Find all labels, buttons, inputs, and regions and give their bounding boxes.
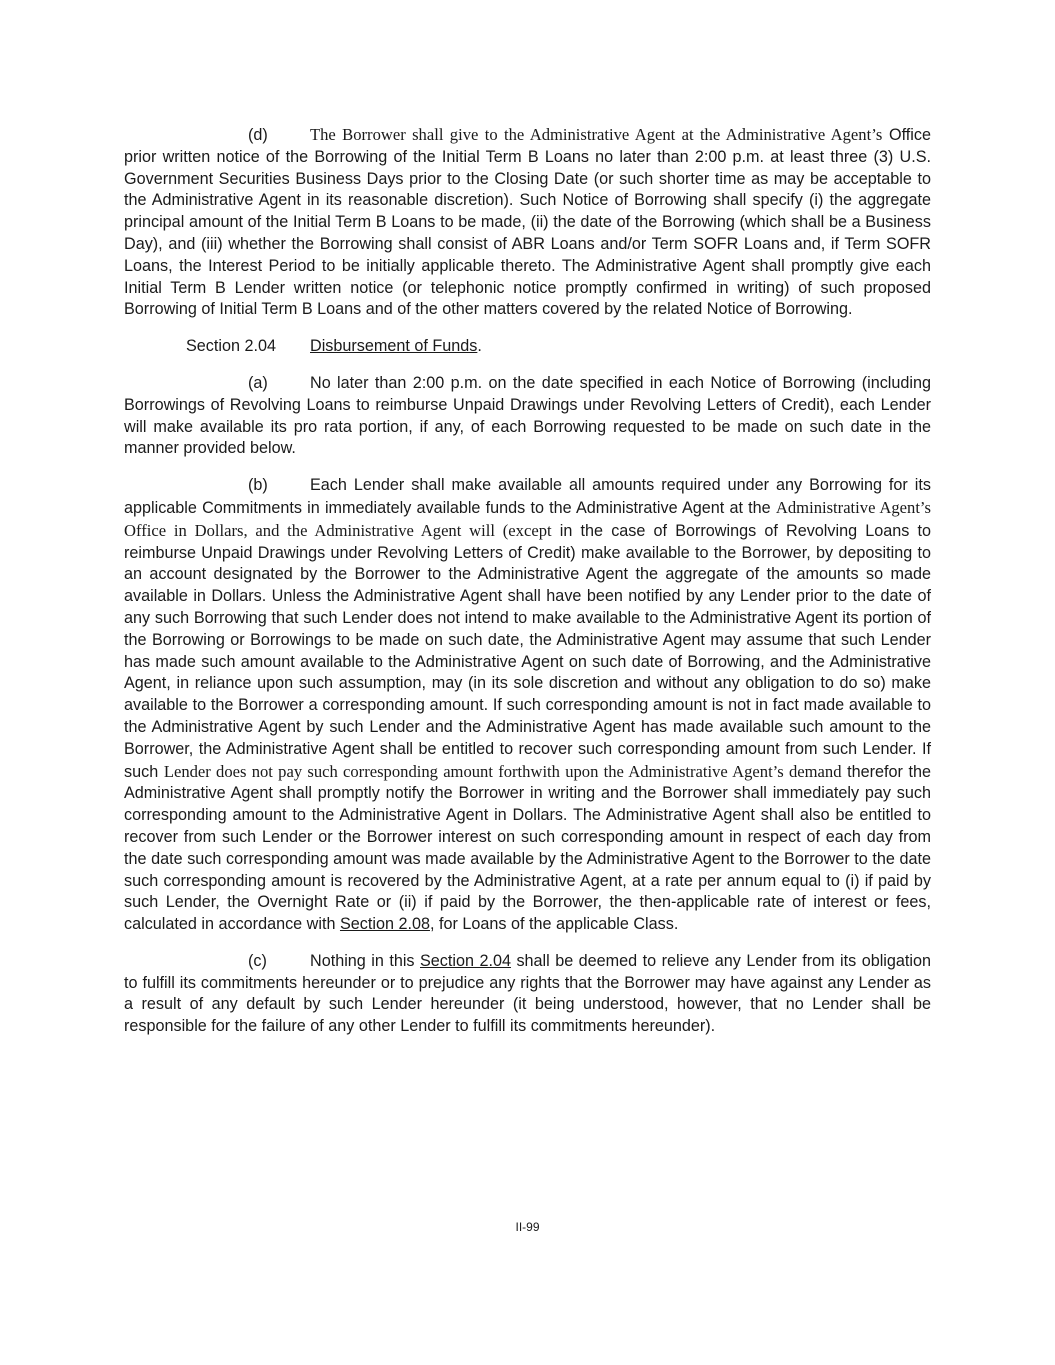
page-number: II-99 xyxy=(515,1220,540,1234)
paragraph-c xyxy=(124,951,931,1038)
section-2-08-link[interactable]: Section 2.08 xyxy=(339,915,430,934)
paragraph-b-serif-text-1: Administrative Agent’s Office in Dollars, and the Administrative Agent will (except xyxy=(124,497,932,540)
paragraph-b-text-2: in the case of Borrowings of Revolving Loans to reimburse Unpaid Drawings under Revolving Letters of Credit) make available to the Borrower, by depositing to an account designated by the Borrower to the Administrative Agent the aggregate of the amounts so made available in Dollars. Unless the Administrative Agent shall have been notified by any Lender prior to the date of any such Borrowing that such Lender does not intend to make available to the Administrative Agent its portion of the Borrowing or Borrowings to be made on such date, the Administrative Agent may assume that such Lender has made such amount available to the Administrative Agent on such date of Borrowing, and the Administrative Agent, in reliance upon such assumption, may (in its sole discretion and without any obligation to do so) make available to the Borrower a corresponding amount. If such corresponding amount is not in fact made available to the Administrative Agent by such Lender and the Administrative Agent has made available such amount to the Borrower, the Administrative Agent shall be entitled to recover such corresponding amount from such Lender. If such xyxy=(124,521,932,781)
document-page xyxy=(124,124,931,1053)
paragraph-d-serif-text: The Borrower shall give to the Administrative Agent at the Administrative Agent’s xyxy=(310,125,883,144)
section-2-04-link[interactable]: Section 2.04 xyxy=(420,951,511,970)
section-title: Disbursement of Funds xyxy=(310,337,478,356)
paragraph-b-serif-text-2: Lender does not pay such corresponding amount forthwith upon the Administrative Agent’s demand xyxy=(163,761,842,781)
paragraph-c-text-pre: Nothing in this xyxy=(310,951,415,970)
paragraph-d xyxy=(124,124,931,321)
paragraph-c-label: (c) xyxy=(248,951,267,970)
section-number: Section 2.04 xyxy=(186,337,276,356)
paragraph-b-text-3: therefor the Administrative Agent shall promptly notify the Borrower in writing and the Borrower shall immediately pay such corresponding amount to the Administrative Agent in Dollars. The Administrative Agent shall also be entitled to recover from such Lender or the Borrower interest on such corresponding amount in respect of each day from the date such corresponding amount was made available by the Administrative Agent to the Borrower to the date such corresponding amount is recovered by the Administrative Agent, at a rate per annum equal to (i) if paid by such Lender, the Overnight Rate or (ii) if paid by the Borrower, the then-applicable rate of interest or fees, calculated in accordance with xyxy=(124,762,932,934)
section-title-punct: . xyxy=(477,337,482,356)
paragraph-b-text-1: Each Lender shall make available all amounts required under any Borrowing for its applicable Commitments in immediately available funds to the Administrative Agent at the xyxy=(124,476,931,517)
paragraph-a-text: No later than 2:00 p.m. on the date specified in each Notice of Borrowing (including Borrowings of Revolving Loans to reimburse Unpaid Drawings under Revolving Letters of Credit), each Lender will make available its pro rata portion, if any, of each Borrowing requested to be made on such date in the manner provided below. xyxy=(124,373,931,458)
paragraph-b-text-4: , for Loans of the applicable Class. xyxy=(429,915,679,934)
paragraph-d-text: Office prior written notice of the Borrowing of the Initial Term B Loans no later than 2:00 p.m. at least three (3) U.S. Government Securities Business Days prior to the Closing Date (or such shorter time as may be acceptable to the Administrative Agent in its reasonable discretion). Such Notice of Borrowing shall specify (i) the aggregate principal amount of the Initial Term B Loans to be made, (ii) the date of the Borrowing (which shall be a Business Day), and (iii) whether the Borrowing shall consist of ABR Loans and/or Term SOFR Loans and, if Term SOFR Loans, the Interest Period to be initially applicable thereto. The Administrative Agent shall promptly give each Initial Term B Lender written notice (or telephonic notice promptly confirmed in writing) of such proposed Borrowing of Initial Term B Loans and of the other matters covered by the related Notice of Borrowing. xyxy=(124,126,931,319)
paragraph-c-text-post: shall be deemed to relieve any Lender from its obligation to fulfill its commitments hereunder or to prejudice any rights that the Borrower may have against any Lender as a result of any default by such Lender hereunder (it being understood, however, that no Lender shall be responsible for the failure of any other Lender to fulfill its commitments hereunder). xyxy=(124,951,931,1036)
section-heading xyxy=(186,336,931,358)
paragraph-b-label: (b) xyxy=(248,476,268,495)
paragraph-a xyxy=(124,373,931,460)
paragraph-b xyxy=(124,475,931,936)
paragraph-d-label: (d) xyxy=(248,126,268,144)
paragraph-a-label: (a) xyxy=(248,373,268,392)
